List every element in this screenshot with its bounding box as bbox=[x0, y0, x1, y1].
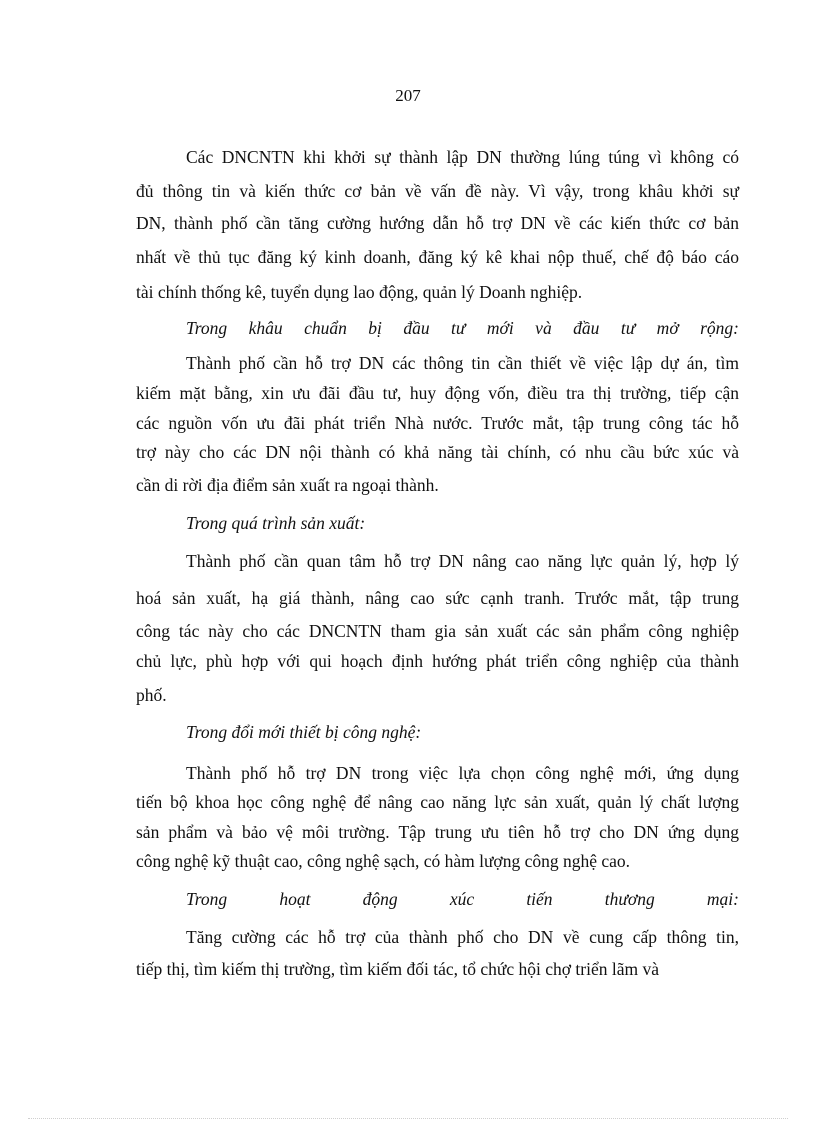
paragraph-line: công tác này cho các DNCNTN tham gia sản xuất các sản phẩm công nghiệp bbox=[136, 621, 739, 641]
section-heading: Trong hoạt động xúc tiến thương mại: bbox=[186, 889, 739, 909]
paragraph-line: DN, thành phố cần tăng cường hướng dẫn hỗ trợ DN về các kiến thức cơ bản bbox=[136, 213, 739, 233]
page-number: 207 bbox=[395, 86, 421, 105]
paragraph-line: trợ này cho các DN nội thành có khả năng tài chính, có nhu cầu bức xúc và bbox=[136, 442, 739, 462]
paragraph-line: Thành phố cần hỗ trợ DN các thông tin cần thiết về việc lập dự án, tìm bbox=[186, 353, 739, 373]
paragraph-line: tiếp thị, tìm kiếm thị trường, tìm kiếm đối tác, tổ chức hội chợ triển lãm và bbox=[136, 959, 660, 979]
paragraph-line: Thành phố cần quan tâm hỗ trợ DN nâng cao năng lực quản lý, hợp lý bbox=[186, 551, 739, 571]
section-heading: Trong đổi mới thiết bị công nghệ: bbox=[186, 722, 422, 742]
paragraph-line: nhất về thủ tục đăng ký kinh doanh, đăng ký kê khai nộp thuế, chế độ báo cáo bbox=[136, 247, 739, 267]
section-heading: Trong khâu chuẩn bị đầu tư mới và đầu tư mở rộng: bbox=[186, 318, 739, 338]
paragraph-line: cần di rời địa điểm sản xuất ra ngoại thành. bbox=[136, 475, 439, 495]
paragraph-line: tiến bộ khoa học công nghệ để nâng cao năng lực sản xuất, quản lý chất lượng bbox=[136, 792, 739, 812]
paragraph-line: phố. bbox=[136, 685, 167, 705]
paragraph-line: Thành phố hỗ trợ DN trong việc lựa chọn công nghệ mới, ứng dụng bbox=[186, 763, 739, 783]
paragraph-line: Tăng cường các hỗ trợ của thành phố cho DN về cung cấp thông tin, bbox=[186, 927, 739, 947]
paragraph-line: Các DNCNTN khi khởi sự thành lập DN thường lúng túng vì không có bbox=[186, 147, 739, 167]
page-bottom-divider bbox=[28, 1118, 788, 1119]
paragraph-line: đủ thông tin và kiến thức cơ bản về vấn đề này. Vì vậy, trong khâu khởi sự bbox=[136, 181, 739, 201]
paragraph-line: sản phẩm và bảo vệ môi trường. Tập trung ưu tiên hỗ trợ cho DN ứng dụng bbox=[136, 822, 739, 842]
paragraph-line: kiếm mặt bằng, xin ưu đãi đầu tư, huy động vốn, điều tra thị trường, tiếp cận bbox=[136, 383, 739, 403]
section-heading: Trong quá trình sản xuất: bbox=[186, 513, 366, 533]
paragraph-line: công nghệ kỹ thuật cao, công nghệ sạch, có hàm lượng công nghệ cao. bbox=[136, 851, 631, 871]
paragraph-line: các nguồn vốn ưu đãi phát triển Nhà nước. Trước mắt, tập trung công tác hỗ bbox=[136, 413, 739, 433]
paragraph-line: hoá sản xuất, hạ giá thành, nâng cao sức cạnh tranh. Trước mắt, tập trung bbox=[136, 588, 739, 608]
paragraph-line: chủ lực, phù hợp với qui hoạch định hướng phát triển công nghiệp của thành bbox=[136, 651, 739, 671]
paragraph-line: tài chính thống kê, tuyển dụng lao động, quản lý Doanh nghiệp. bbox=[136, 282, 583, 302]
